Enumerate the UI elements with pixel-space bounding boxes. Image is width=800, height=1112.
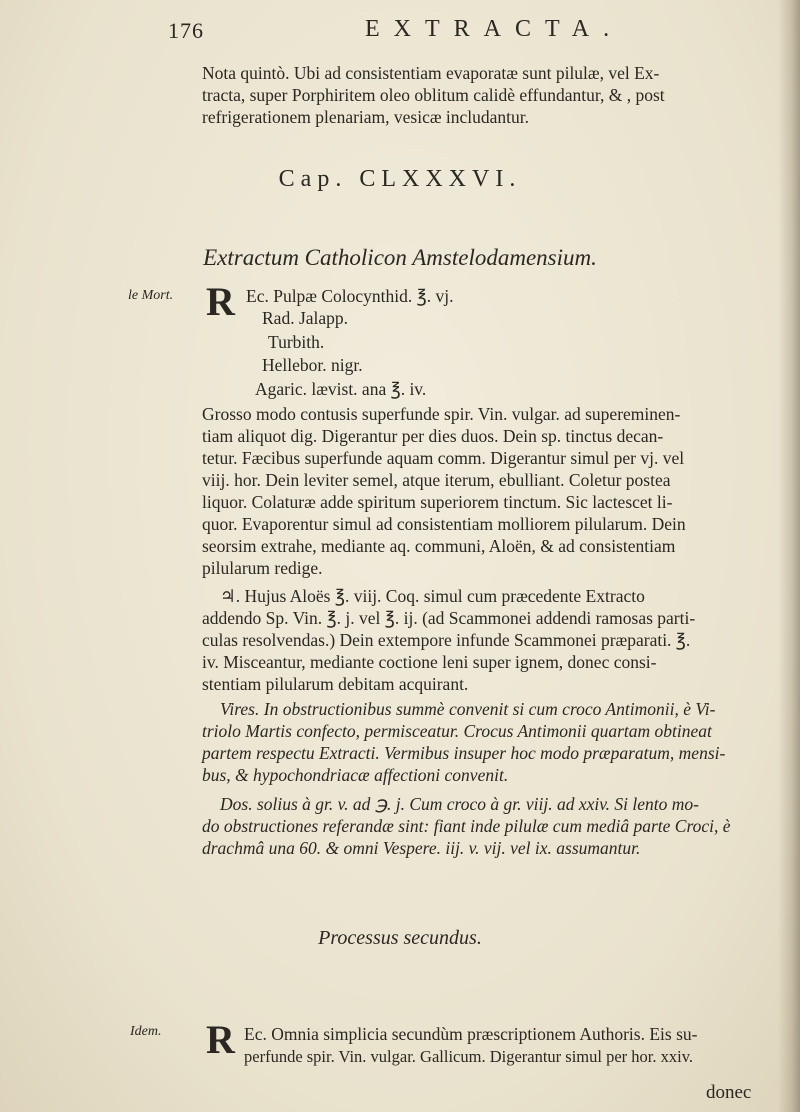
drop-cap-r: R bbox=[206, 279, 235, 324]
aloe-line: stentiam pilularum debitam acquirant. bbox=[202, 674, 469, 694]
recipe-ingredient: Turbith. bbox=[268, 332, 325, 352]
dosis-paragraph bbox=[202, 793, 758, 859]
processus-heading: Processus secundus. bbox=[318, 927, 482, 949]
nota-line: refrigerationem plenariam, vesicæ includantur. bbox=[202, 107, 530, 127]
method-line: quor. Evaporentur simul ad consistentiam molliorem pilularum. Dein bbox=[202, 514, 686, 534]
dosis-line: do obstructiones referandæ sint: fiant inde pilulæ cum mediâ parte Croci, è bbox=[202, 816, 731, 836]
vires-line: Vires. In obstructionibus summè convenit si cum croco Antimonii, è Vi- bbox=[220, 699, 716, 719]
nota-paragraph bbox=[202, 62, 758, 128]
method-line: viij. hor. Dein leviter semel, atque iterum, ebulliant. Coletur postea bbox=[202, 470, 671, 490]
aloe-line: ♃. Hujus Aloës ℥. viij. Coq. simul cum præcedente Extracto bbox=[220, 586, 645, 606]
margin-note-author: le Mort. bbox=[128, 288, 174, 303]
aloe-line: addendo Sp. Vin. ℥. j. vel ℥. ij. (ad Scammonei addendi ramosas parti- bbox=[202, 608, 696, 628]
vires-paragraph bbox=[202, 698, 758, 786]
dosis-line: Dos. solius à gr. v. ad ℈. j. Cum croco à gr. viij. ad xxiv. Si lento mo- bbox=[220, 794, 700, 814]
chapter-heading: Cap. CLXXXVI. bbox=[278, 166, 522, 192]
page-number: 176 bbox=[168, 18, 204, 43]
vires-line: partem respectu Extracti. Vermibus insuper hoc modo præparatum, mensi- bbox=[202, 743, 726, 763]
nota-line: tracta, super Porphiritem oleo oblitum calidè effundantur, & , post bbox=[202, 85, 665, 105]
recipe-first-line: Ec. Pulpæ Colocynthid. ℥. vj. bbox=[246, 286, 454, 306]
catchword: donec bbox=[706, 1082, 752, 1103]
method-line: liquor. Colaturæ adde spiritum superiorem tinctum. Sic lactescet li- bbox=[202, 492, 673, 512]
running-head: EXTRACTA. bbox=[365, 16, 624, 42]
method-line: Grosso modo contusis superfunde spir. Vin. vulgar. ad supereminen- bbox=[202, 404, 681, 424]
method-line: tiam aliquot dig. Digerantur per dies duos. Dein sp. tinctus decan- bbox=[202, 426, 664, 446]
recipe-ingredient: Agaric. lævist. ana ℥. iv. bbox=[255, 379, 427, 399]
drop-cap-r-second: R bbox=[206, 1017, 235, 1062]
margin-note-idem: Idem. bbox=[130, 1024, 162, 1039]
method-line: tetur. Fæcibus superfunde aquam comm. Digerantur simul per vj. vel bbox=[202, 448, 685, 468]
second-recipe-line: Ec. Omnia simplicia secundùm præscriptionem Authoris. Eis su- bbox=[244, 1024, 698, 1044]
recipe-ingredient: Rad. Jalapp. bbox=[262, 308, 349, 328]
vires-line: triolo Martis confecto, permisceatur. Crocus Antimonii quartam obtineat bbox=[202, 721, 712, 741]
nota-line: Nota quintò. Ubi ad consistentiam evaporatæ sunt pilulæ, vel Ex- bbox=[202, 63, 660, 83]
aloe-line: culas resolvendas.) Dein extempore infunde Scammonei præparati. ℥. bbox=[202, 630, 691, 650]
method-line: seorsim extrahe, mediante aq. communi, Aloën, & ad consistentiam bbox=[202, 536, 676, 556]
recipe-ingredient: Hellebor. nigr. bbox=[262, 355, 363, 375]
second-recipe-line: perfunde spir. Vin. vulgar. Gallicum. Digerantur simul per hor. xxiv. bbox=[244, 1047, 694, 1066]
aloe-paragraph bbox=[202, 585, 758, 695]
chapter-title: Extractum Catholicon Amstelodamensium. bbox=[203, 245, 597, 270]
aloe-line: iv. Misceantur, mediante coctione leni super ignem, donec consi- bbox=[202, 652, 657, 672]
vires-line: bus, & hypochondriacæ affectioni convenit. bbox=[202, 765, 509, 785]
method-line: pilularum redige. bbox=[202, 558, 323, 578]
method-paragraph bbox=[202, 403, 758, 579]
dosis-line: drachmâ una 60. & omni Vespere. iij. v. vij. vel ix. assumantur. bbox=[202, 838, 641, 858]
